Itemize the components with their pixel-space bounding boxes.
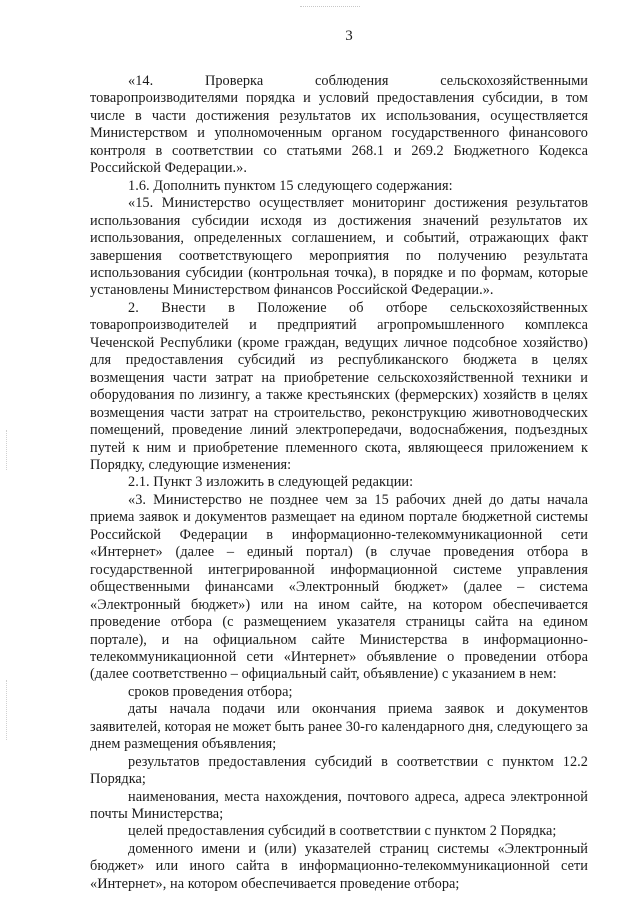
list-item-application-dates: даты начала подачи или окончания приема заявок и документов заявителей, которая не может быть ранее 30-го календарного дня, следующего за днем размещения объявления; bbox=[90, 701, 589, 753]
list-item-subsidy-goals: целей предоставления субсидий в соответствии с пунктом 2 Порядка; bbox=[128, 823, 557, 840]
scan-edge-artifact bbox=[6, 430, 15, 470]
list-item-ministry-contacts: наименования, места нахождения, почтового адреса, адреса электронной почты Министерства; bbox=[90, 788, 588, 823]
page-number: 3 bbox=[345, 28, 353, 44]
list-item-subsidy-results: результатов предоставления субсидий в соответствии с пунктом 12.2 Порядка; bbox=[90, 753, 588, 788]
scan-edge-artifact bbox=[6, 680, 15, 740]
list-item-domain-name: доменного имени и (или) указателей страниц системы «Электронный бюджет» или иного сайта в информационно-телекоммуникационной сети «Интернет», на котором обеспечивается проведение отбора; bbox=[90, 840, 588, 892]
paragraph-amendment-2-1: 2.1. Пункт 3 изложить в следующей редакции: bbox=[128, 474, 414, 491]
paragraph-item-15: «15. Министерство осуществляет мониторинг достижения результатов использования субсидии исходя из достижения значений результатов их использования, определенных соглашением, и событий, отражающих факт завершения соответствующего мероприятия по получению результата использования субсидии (контрольная точка), в порядке и по формам, которые установлены Министерством финансов Российской Федерации.». bbox=[90, 195, 588, 299]
scan-artifact bbox=[300, 6, 360, 9]
list-item-selection-terms: сроков проведения отбора; bbox=[128, 683, 293, 700]
paragraph-item-14: «14. Проверка соблюдения сельскохозяйственными товаропроизводителями порядка и условий предоставления субсидии, в том числе в части достижения результатов их использования, осуществляется Министерством и уполномоченным органом государственного финансового контроля в соответствии со статьями 268.1 и 269.2 Бюджетного Кодекса Российской Федерации.». bbox=[90, 73, 588, 177]
paragraph-section-2: 2. Внести в Положение об отборе сельскохозяйственных товаропроизводителей и предприятий агропромышленного комплекса Чеченской Республики (кроме граждан, ведущих личное подсобное хозяйство) для предоставления субсидий из республиканского бюджета в целях возмещения части затрат на приобретение сельскохозяйственной техники и оборудования по лизингу, а также крестьянских (фермерских) хозяйств в целях возмещения части затрат на строительство, реконструкцию животноводческих помещений, проведение линий электропередачи, водоснабжения, подъездных путей к ним и приобретение племенного скота, являющееся приложением к Порядку, следующие изменения: bbox=[90, 299, 588, 473]
paragraph-amendment-1-6: 1.6. Дополнить пунктом 15 следующего содержания: bbox=[128, 177, 453, 194]
paragraph-item-3: «3. Министерство не позднее чем за 15 рабочих дней до даты начала приема заявок и документов размещает на едином портале бюджетной системы Российской Федерации в информационно-телекоммуникационной сети «Интернет» (далее – единый портал) (в случае проведения отбора в государственной интегрированной информационной системе управления общественными финансами «Электронный бюджет» (далее – система «Электронный бюджет») или на ином сайте, на котором обеспечивается проведение отбора (с размещением указателя страницы сайта на едином портале), и на официальном сайте Министерства в информационно-телекоммуникационной сети «Интернет» объявление о проведении отбора (далее соответственно – официальный сайт, объявление) с указанием в нем: bbox=[90, 491, 588, 683]
document-body bbox=[90, 73, 588, 893]
